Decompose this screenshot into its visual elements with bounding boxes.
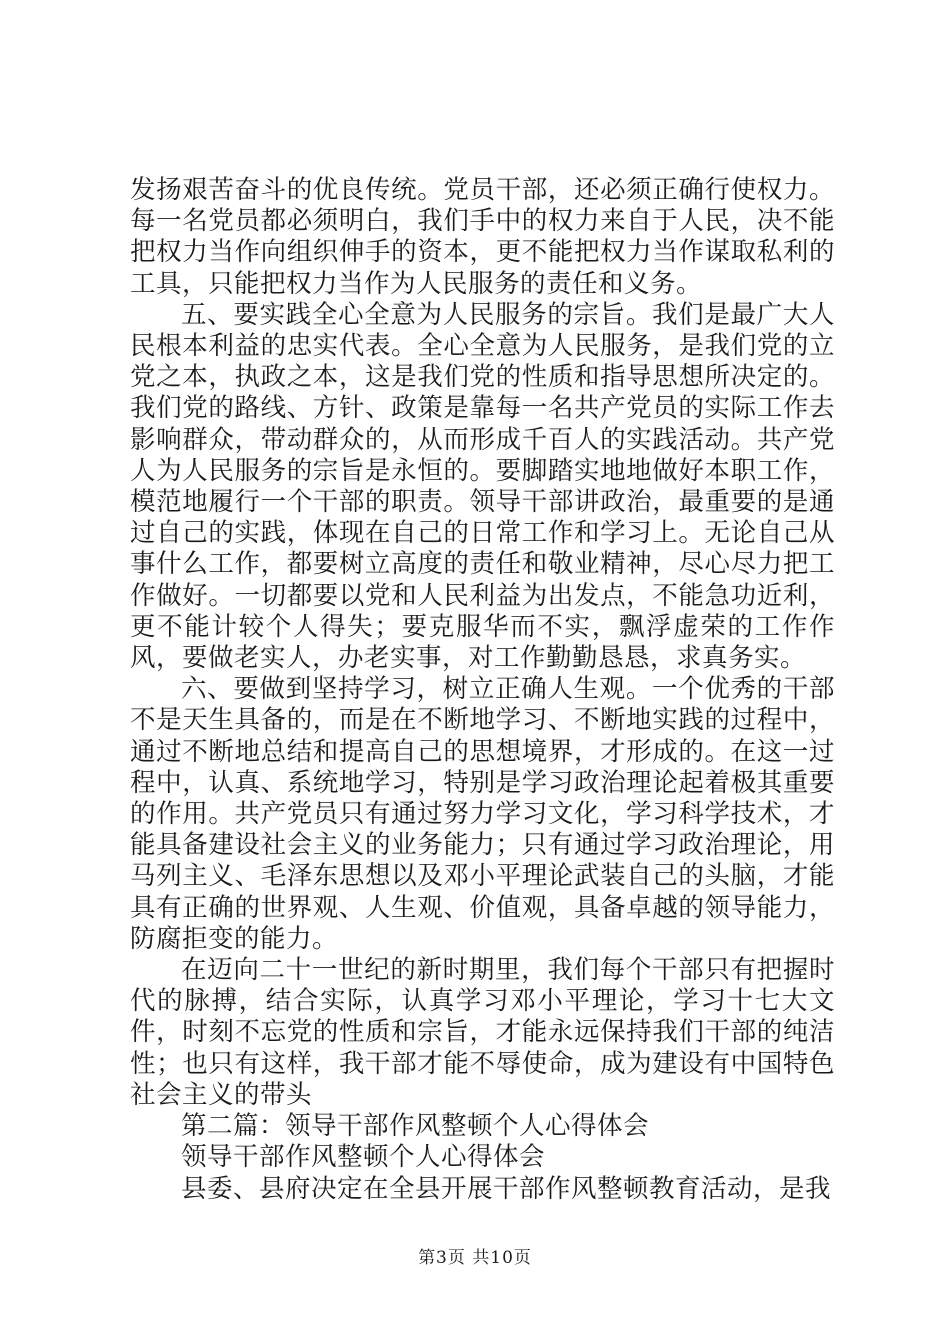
article-title: 领导干部作风整顿个人心得体会 [181,1142,546,1173]
paragraph-2: 五、要实践全心全意为人民服务的宗旨。我们是最广大人民根本利益的忠实代表。全心全意为人民服务，是我们党的立党之本，执政之本，这是我们党的性质和指导思想所决定的。我们党的路线、方针、政策是靠每一名共产党员的实际工作去影响群众，带动群众的，从而形成千百人的实践活动。共产党人为人民服务的宗旨是永恒的。要脚踏实地地做好本职工作，模范地履行一个干部的职责。领导干部讲政治，最重要的是通过自己的实践，体现在自己的日常工作和学习上。无论自己从事什么工作，都要树立高度的责任和敬业精神，尽心尽力把工作做好。一切都要以党和人民利益为出发点，不能急功近利，更不能计较个人得失；要克服华而不实，飘浮虚荣的工作作风，要做老实人，办老实事，对工作勤勤恳恳，求真务实。 [130,299,835,674]
paragraph-7: 县委、县府决定在全县开展干部作风整顿教育活动，是我 [181,1173,832,1204]
document-body [130,175,835,1205]
page-number: 第3页 共10页 [418,1248,532,1268]
paragraph-1: 发扬艰苦奋斗的优良传统。党员干部，还必须正确行使权力。每一名党员都必须明白，我们手中的权力来自于人民，决不能把权力当作向组织伸手的资本，更不能把权力当作谋取私利的工具，只能把权力当作为人民服务的责任和义务。 [130,175,835,299]
paragraph-3: 六、要做到坚持学习，树立正确人生观。一个优秀的干部不是天生具备的，而是在不断地学习、不断地实践的过程中，通过不断地总结和提高自己的思想境界，才形成的。在这一过程中，认真、系统地学习，特别是学习政治理论起着极其重要的作用。共产党员只有通过努力学习文化，学习科学技术，才能具备建设社会主义的业务能力；只有通过学习政治理论，用马列主义、毛泽东思想以及邓小平理论武装自己的头脑，才能具有正确的世界观、人生观、价值观，具备卓越的领导能力，防腐拒变的能力。 [130,674,835,954]
paragraph-4: 在迈向二十一世纪的新时期里，我们每个干部只有把握时代的脉搏，结合实际，认真学习邓小平理论，学习十七大文件，时刻不忘党的性质和宗旨，才能永远保持我们干部的纯洁性；也只有这样，我干部才能不辱使命，成为建设有中国特色社会主义的带头 [130,955,835,1110]
section-heading: 第二篇：领导干部作风整顿个人心得体会 [181,1111,650,1142]
